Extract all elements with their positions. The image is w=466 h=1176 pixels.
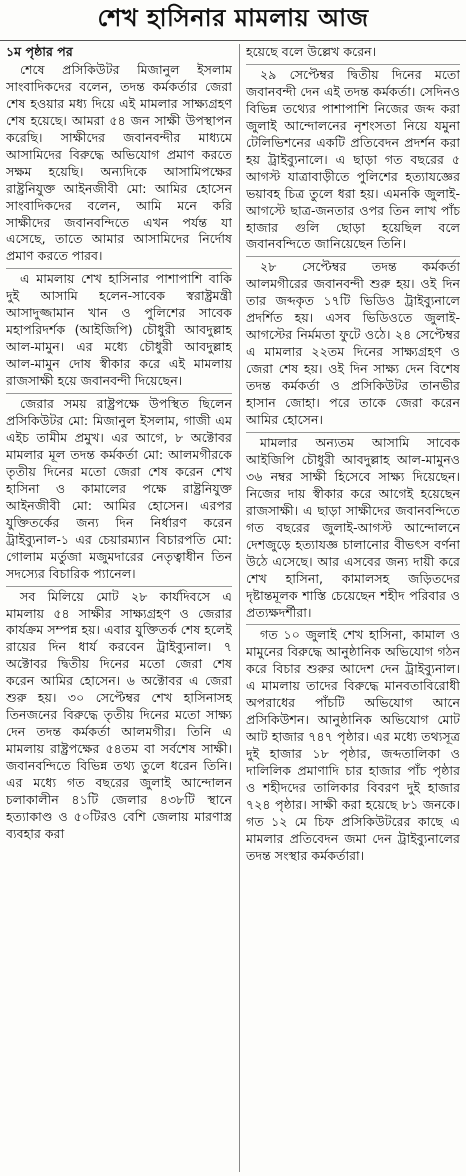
paragraph: সব মিলিয়ে মোট ২৮ কার্যদিবসে এ মামলায় ৫৪ সাক্ষীর সাক্ষ্যগ্রহণ ও জেরার কার্যক্রম সম্পন্ন হয়। এবার যুক্তিতর্ক শেষ হলেই রায়ের দিন ধার্য করবেন ট্রাইব্যুনাল। ৭ অক্টোবর দ্বিতীয় দিনের মতো জেরা শেষ করেন আমির হোসেন। ৬ অক্টোবর এ জেরা শুরু হয়। ৩০ সেপ্টেম্বর শেখ হাসিনাসহ তিনজনের বিরুদ্ধে তৃতীয় দিনের মতো সাক্ষ্য দেন তদন্ত কর্মকর্তা আলমগীর। তিনি এ মামলায় রাষ্ট্রপক্ষের ৫৪তম বা সর্বশেষ সাক্ষী। জবানবন্দিতে বিভিন্ন তথ্য তুলে ধরেন তিনি। এর মধ্যে গত বছরের জুলাই আন্দোলন চলাকালীন ৪১টি জেলার ৪৩৮টি স্থানে হত্যাকাণ্ড ও ৫০টিরও বেশি জেলায় মারণাস্ত্র ব্যবহার করা <box>6 586 232 843</box>
paragraph: গত ১০ জুলাই শেখ হাসিনা, কামাল ও মামুনের বিরুদ্ধে আনুষ্ঠানিক অভিযোগ গঠন করে বিচার শুরুর আদেশ দেন ট্রাইব্যুনাল। এ মামলায় তাদের বিরুদ্ধে মানবতাবিরোধী অপরাধের পাঁচটি অভিযোগ আনে প্রসিকিউশন। আনুষ্ঠানিক অভিযোগ মোট আট হাজার ৭৪৭ পৃষ্ঠার। এর মধ্যে তথ্যসূত্র দুই হাজার ১৮ পৃষ্ঠার, জব্দতালিকা ও দালিলিক প্রমাণাদি চার হাজার পাঁচ পৃষ্ঠার ও শহীদদের তালিকার বিবরণ দুই হাজার ৭২৪ পৃষ্ঠার। সাক্ষী করা হয়েছে ৮১ জনকে। গত ১২ মে চিফ প্রসিকিউটরের কাছে এ মামলার প্রতিবেদন জমা দেন ট্রাইব্যুনালের তদন্ত সংস্থার কর্মকর্তারা। <box>246 624 460 864</box>
paragraph: হয়েছে বলে উল্লেখ করেন। <box>246 44 377 59</box>
continued-from-label: ১ম পৃষ্ঠার পর <box>6 44 73 59</box>
paragraph: মামলার অন্যতম আসামি সাবেক আইজিপি চৌধুরী আবদুল্লাহ আল-মামুনও ৩৬ নম্বর সাক্ষী হিসেবে সাক্ষ্য দিয়েছেন। নিজের দায় স্বীকার করে আগেই হয়েছেন রাজসাক্ষী। এ ছাড়া সাক্ষীদের জবানবন্দিতে গত বছরের জুলাই-আগস্ট আন্দোলনে দেশজুড়ে হত্যাযজ্ঞ চালানোর বীভৎস বর্ণনা উঠে এসেছে। আর এসবের জন্য দায়ী করে শেখ হাসিনা, কামালসহ জড়িতদের দৃষ্টান্তমূলক শাস্তি চেয়েছেন শহীদ পরিবার ও প্রত্যক্ষদর্শীরা। <box>246 432 460 621</box>
paragraph: জেরার সময় রাষ্ট্রপক্ষে উপস্থিত ছিলেন প্রসিকিউটর মো: মিজানুল ইসলাম, গাজী এম এইচ তামীম প্রমুখ। এর আগে, ৮ অক্টোবর মামলার মূল তদন্ত কর্মকর্তা মো: আলমগীরকে তৃতীয় দিনের মতো জেরা শেষ করেন শেখ হাসিনা ও কামালের পক্ষে রাষ্ট্রনিযুক্ত আইনজীবী মো: আমির হোসেন। এরপর যুক্তিতর্কের জন্য দিন নির্ধারণ করেন ট্রাইব্যুনাল-১ এর চেয়ারম্যান বিচারপতি মো: গোলাম মর্তুজা মজুমদারের নেতৃত্বাধীন তিন সদস্যের বিচারিক প্যানেল। <box>6 393 232 582</box>
headline: শেখ হাসিনার মামলায় আজ <box>0 0 466 41</box>
column-divider <box>239 44 240 1172</box>
paragraph: ২৯ সেপ্টেম্বর দ্বিতীয় দিনের মতো জবানবন্দী দেন এই তদন্ত কর্মকর্তা। সেদিনও বিভিন্ন তথ্যের পাশাপাশি নিজের জব্দ করা জুলাই আন্দোলনের নৃশংসতা নিয়ে যমুনা টেলিভিশনের একটি প্রতিবেদন প্রদর্শন করা হয় ট্রাইব্যুনালে। এ ছাড়া গত বছরের ৫ আগস্ট যাত্রাবাড়ীতে পুলিশের হত্যাযজ্ঞের ভয়াবহ চিত্র তুলে ধরা হয়। এমনকি জুলাই-আগস্টে ছাত্র-জনতার ওপর তিন লাখ পাঁচ হাজার গুলি ছোড়া হয়েছিল বলে জবানবন্দিতে জানিয়েছেন তিনি। <box>246 64 460 253</box>
paragraph: শেষে প্রসিকিউটর মিজানুল ইসলাম সাংবাদিকদের বলেন, তদন্ত কর্মকর্তার জেরা শেষ হওয়ার মধ্য দিয়ে এই মামলার সাক্ষ্যগ্রহণ শেষ হয়েছে। আমরা ৫৪ জন সাক্ষী উপস্থাপন করেছি। সাক্ষীদের জবানবন্দীর মাধ্যমে আসামিদের বিরুদ্ধে অভিযোগ প্রমাণ করতে সক্ষম হয়েছি। অন্যদিকে আসামিপক্ষের রাষ্ট্রনিযুক্ত আইনজীবী মো: আমির হোসেন সাংবাদিকদের বলেন, আমি মনে করি সাক্ষীদের জবানবন্দিতে এখন পর্যন্ত যা এসেছে, তাতে আমার আসামিদের নির্দোষ প্রমাণ করতে পারব। <box>6 61 232 264</box>
paragraph: ২৮ সেপ্টেম্বর তদন্ত কর্মকর্তা আলমগীরের জবানবন্দী শুরু হয়। ওই দিন তার জব্দকৃত ১৭টি ভিডিও ট্রাইব্যুনালে প্রদর্শিত হয়। এসব ভিডিওতে জুলাই-আগস্টের নির্মমতা ফুটে ওঠে। ২৪ সেপ্টেম্বর এ মামলার ২২তম দিনের সাক্ষ্যগ্রহণ ও জেরা শেষ হয়। ওই দিন সাক্ষ্য দেন বিশেষ তদন্ত কর্মকর্তা ও প্রসিকিউটর তানভীর হাসান জোহা। পরে তাকে জেরা করেন আমির হোসেন। <box>246 256 460 429</box>
right-column <box>246 44 460 1172</box>
left-column <box>6 44 232 1172</box>
paragraph: এ মামলায় শেখ হাসিনার পাশাপাশি বাকি দুই আসামি হলেন-সাবেক স্বরাষ্ট্রমন্ত্রী আসাদুজ্জামান খান ও পুলিশের সাবেক মহাপরিদর্শক (আইজিপি) চৌধুরী আবদুল্লাহ আল-মামুন। এর মধ্যে চৌধুরী আবদুল্লাহ আল-মামুন দোষ স্বীকার করে এই মামলায় রাজসাক্ষী হয়ে জবানবন্দী দিয়েছেন। <box>6 268 232 390</box>
